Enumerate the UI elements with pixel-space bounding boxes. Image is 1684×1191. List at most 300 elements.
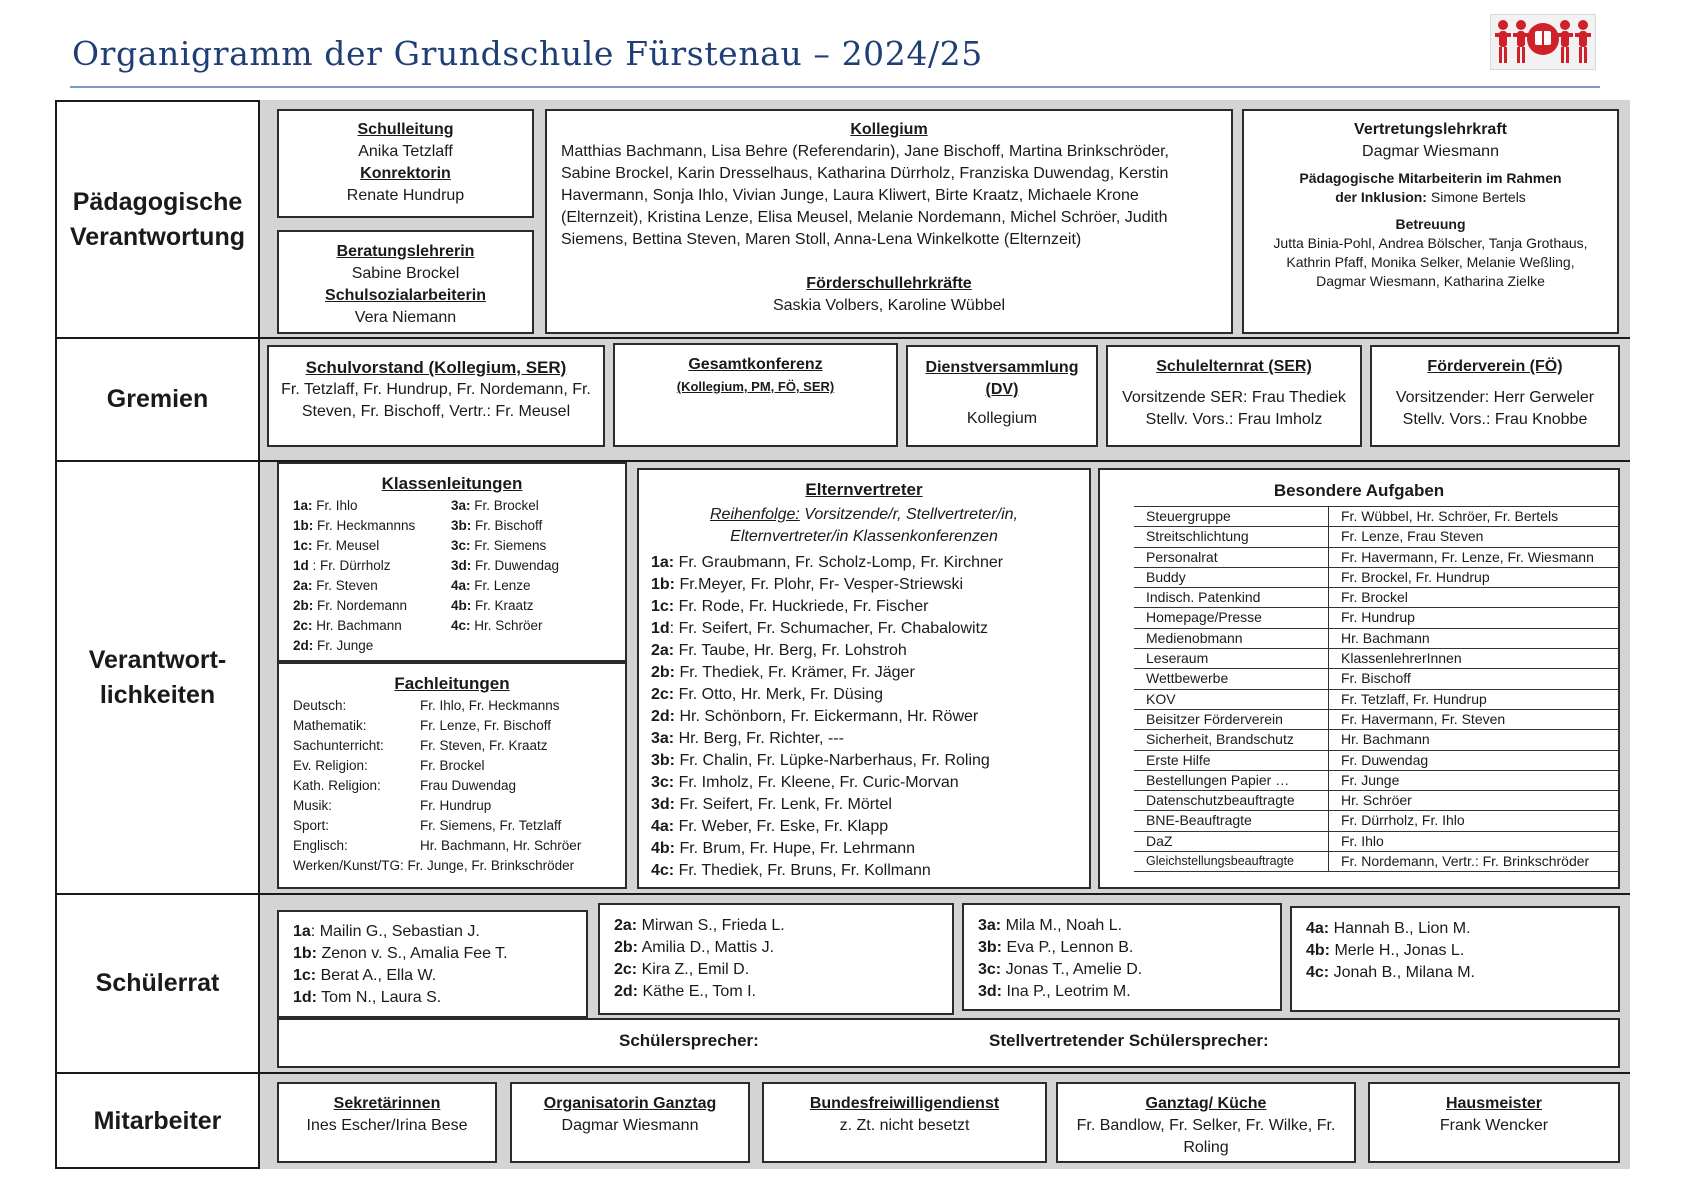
elternvertreter-item (651, 838, 1089, 860)
besondere-aufgabe-name: DaZ (1134, 831, 1329, 851)
klassenleitung-item-key: 3c: (451, 538, 471, 553)
elternvertreter-item-key: 1b: (651, 576, 675, 593)
vertretung-box (1242, 109, 1619, 334)
elternvertreter-item (651, 728, 1089, 750)
fachleitungen-heading: Fachleitungen (394, 674, 510, 693)
elternvertreter-item (651, 860, 1089, 882)
besondere-aufgabe-zustaendig: Hr. Schröer (1329, 791, 1620, 811)
schuelerrat-item (614, 937, 952, 959)
besondere-aufgabe-zustaendig: Fr. Bischoff (1329, 669, 1620, 689)
elternvertreter-item (651, 684, 1089, 706)
elternvertreter-item-value: Fr. Graubmann, Fr. Scholz-Lomp, Fr. Kirchner (674, 554, 1004, 571)
klassenleitung-item (451, 516, 559, 536)
klassenleitung-item (451, 616, 559, 636)
elternvertreter-note: Vorsitzende/r, Stellvertreter/in, (799, 506, 1018, 523)
elternvertreter-item-value: Hr. Schönborn, Fr. Eickermann, Hr. Röwer (675, 708, 979, 725)
besondere-aufgabe-name: Homepage/Presse (1134, 608, 1329, 628)
schuelerrat-item-value: Kira Z., Emil D. (637, 961, 750, 978)
klassenleitung-item-key: 1d (293, 558, 309, 573)
schulelternrat-stellv: Stellv. Vors.: Frau Imholz (1145, 411, 1323, 428)
beratungslehrerin-name: Sabine Brockel (351, 265, 460, 282)
schuelerrat-item-value: Jonas T., Amelie D. (1001, 961, 1143, 978)
besondere-aufgabe-name: Buddy (1134, 567, 1329, 587)
schuelerrat-item (978, 937, 1280, 959)
schuelerrat-item (1306, 940, 1618, 962)
schuelerrat-item (293, 921, 586, 943)
klassenleitung-item-key: 4a: (451, 578, 471, 593)
elternvertreter-item (651, 706, 1089, 728)
elternvertreter-item (651, 574, 1089, 596)
elternvertreter-item-value: Fr. Imholz, Fr. Kleene, Fr. Curic-Morvan (674, 774, 959, 791)
betreuung-text: Jutta Binia-Pohl, Andrea Bölscher, Tanja Grothaus, Kathrin Pfaff, Monika Selker, Melanie Weßling, Dagmar Wiesmann, Katharina Zielke (1273, 235, 1588, 289)
klassenleitung-item-value: Fr. Bischoff (471, 518, 543, 533)
besondere-aufgabe-name: Indisch. Patenkind (1134, 588, 1329, 608)
klassenleitung-item-value: Fr. Kraatz (471, 598, 534, 613)
besondere-aufgabe-name: KOV (1134, 689, 1329, 709)
klassenleitung-item (451, 536, 559, 556)
besondere-aufgabe-row (1134, 588, 1619, 608)
fachleitung-subject: Deutsch: (293, 698, 347, 713)
besondere-aufgabe-row (1134, 831, 1619, 851)
vertretungslehrkraft-name: Dagmar Wiesmann (1362, 143, 1499, 160)
elternvertreter-item-key: 1d (651, 620, 670, 637)
row-label-paedagogisch (57, 102, 258, 337)
schulelternrat-heading: Schulelternrat (SER) (1156, 358, 1312, 375)
elternvertreter-item-value: Fr. Weber, Fr. Eske, Fr. Klapp (674, 818, 889, 835)
schuelerrat-item-key: 2b: (614, 939, 638, 956)
schuelerrat-klasse4-box (1290, 906, 1620, 1012)
vertretungslehrkraft-heading: Vertretungslehrkraft (1354, 121, 1507, 138)
row-label-text: Mitarbeiter (93, 1107, 222, 1135)
row-label-mitarbeiter (57, 1074, 258, 1169)
fachleitungen-list (293, 696, 625, 856)
besondere-aufgabe-zustaendig: Fr. Wübbel, Hr. Schröer, Fr. Bertels (1329, 507, 1620, 527)
stellv-schuelersprecher-label: Stellvertretender Schülersprecher: (989, 1031, 1269, 1050)
elternvertreter-item-value: Fr. Thediek, Fr. Krämer, Fr. Jäger (675, 664, 915, 681)
schuelerrat-item (614, 981, 952, 1003)
elternvertreter-item-value: : Fr. Seifert, Fr. Schumacher, Fr. Chabalowitz (669, 620, 989, 637)
kollegium-box (545, 109, 1233, 334)
klassenleitung-item-key: 2a: (293, 578, 313, 593)
besondere-aufgabe-zustaendig: KlassenlehrerInnen (1329, 649, 1620, 669)
schuelerrat-item (293, 965, 586, 987)
besondere-aufgabe-zustaendig: Fr. Nordemann, Vertr.: Fr. Brinkschröder (1329, 852, 1620, 872)
schuelerrat-item-key: 3b: (978, 939, 1002, 956)
schuelersprecher-box (277, 1018, 1620, 1068)
besondere-aufgabe-zustaendig: Fr. Havermann, Fr. Lenze, Fr. Wiesmann (1329, 547, 1620, 567)
besondere-aufgabe-zustaendig: Fr. Junge (1329, 770, 1620, 790)
klassenleitung-item-value: Fr. Junge (313, 638, 374, 653)
ganztag-kueche-heading: Ganztag/ Küche (1145, 1095, 1267, 1112)
schuelerrat-item-key: 4c: (1306, 964, 1330, 981)
elternvertreter-item-key: 2b: (651, 664, 675, 681)
elternvertreter-item-value: Fr. Otto, Hr. Merk, Fr. Düsing (674, 686, 884, 703)
schuelerrat-item-value: Jonah B., Milana M. (1329, 964, 1475, 981)
besondere-aufgabe-name: Beisitzer Förderverein (1134, 709, 1329, 729)
besondere-aufgabe-name: Datenschutzbeauftragte (1134, 791, 1329, 811)
besondere-aufgaben-heading: Besondere Aufgaben (1273, 481, 1445, 500)
fachleitung-teachers: Fr. Lenze, Fr. Bischoff (420, 718, 552, 733)
besondere-aufgabe-zustaendig: Fr. Dürrholz, Fr. Ihlo (1329, 811, 1620, 831)
konrektorin-heading: Konrektorin (360, 165, 451, 182)
bundesfreiwilligendienst-heading: Bundesfreiwilligendienst (809, 1095, 1000, 1112)
elternvertreter-item-key: 3b: (651, 752, 675, 769)
fachleitung-teachers: Fr. Brockel (420, 758, 485, 773)
schuelerrat-item-key: 1a (293, 923, 311, 940)
organisatorin-ganztag-text: Dagmar Wiesmann (561, 1117, 699, 1134)
beratungslehrerin-heading: Beratungslehrerin (336, 243, 475, 260)
klassenleitung-item-value: Hr. Bachmann (312, 618, 402, 633)
elternvertreter-item-key: 2c: (651, 686, 675, 703)
konrektorin-name: Renate Hundrup (346, 187, 465, 204)
besondere-aufgabe-name: Steuergruppe (1134, 507, 1329, 527)
klassenleitung-item-key: 1b: (293, 518, 314, 533)
schuelerrat-item-key: 2d: (614, 983, 638, 1000)
elternvertreter-item-value: Fr. Brum, Fr. Hupe, Fr. Lehrmann (675, 840, 916, 857)
elternvertreter-item-value: Hr. Berg, Fr. Richter, --- (674, 730, 844, 747)
klassenleitung-item-key: 3a: (451, 498, 471, 513)
besondere-aufgabe-zustaendig: Hr. Bachmann (1329, 730, 1620, 750)
besondere-aufgabe-zustaendig: Fr. Brockel (1329, 588, 1620, 608)
besondere-aufgabe-row (1134, 811, 1619, 831)
klassenleitungen-heading: Klassenleitungen (381, 474, 523, 493)
fachleitung-item (293, 696, 625, 716)
fachleitung-teachers: Fr. Hundrup (420, 798, 492, 813)
besondere-aufgabe-row (1134, 730, 1619, 750)
schuelerrat-item-value: Amilia D., Mattis J. (638, 939, 775, 956)
schulelternrat-box (1106, 345, 1362, 447)
besondere-aufgabe-row (1134, 527, 1619, 547)
besondere-aufgabe-row (1134, 567, 1619, 587)
schuelerrat-item (1306, 918, 1618, 940)
foerderschullehrkraefte-text: Saskia Volbers, Karoline Wübbel (772, 297, 1006, 314)
fachleitung-item (293, 816, 625, 836)
besondere-aufgabe-name: Sicherheit, Brandschutz (1134, 730, 1329, 750)
klassenleitung-item (293, 636, 451, 656)
schuelerrat-item-key: 2a: (614, 917, 638, 934)
klassenleitungen-box (277, 462, 627, 662)
schuelerrat-item-value: Merle H., Jonas L. (1330, 942, 1465, 959)
schuelerrat-klasse4-list (1306, 918, 1618, 984)
fachleitung-teachers: Frau Duwendag (420, 778, 517, 793)
label-column-divider (258, 100, 260, 1169)
schuelerrat-item (614, 959, 952, 981)
elternvertreter-item-key: 3c: (651, 774, 675, 791)
schuelerrat-item-value: : Mailin G., Sebastian J. (310, 923, 480, 940)
kollegium-heading: Kollegium (850, 121, 928, 138)
schuelerrat-item-key: 1c: (293, 967, 317, 984)
klassenleitung-item-value: Hr. Schröer (470, 618, 543, 633)
klassenleitung-item-value: Fr. Siemens (470, 538, 547, 553)
klassenleitung-item (293, 496, 451, 516)
schuelerrat-item-value: Zenon v. S., Amalia Fee T. (317, 945, 508, 962)
elternvertreter-item-key: 1c: (651, 598, 675, 615)
fachleitung-subject: Sachunterricht: (293, 738, 384, 753)
gesamtkonferenz-box (613, 343, 898, 447)
klassenleitungen-left (293, 496, 451, 656)
elternvertreter-item-key: 4a: (651, 818, 675, 835)
klassenleitung-item-value: Fr. Meusel (312, 538, 380, 553)
sekretariat-text: Ines Escher/Irina Bese (306, 1117, 468, 1134)
fachleitungen-box (277, 662, 627, 889)
fachleitung-item (293, 716, 625, 736)
klassenleitung-item (293, 596, 451, 616)
schuelerrat-item (1306, 962, 1618, 984)
fachleitung-subject: Sport: (293, 818, 330, 833)
besondere-aufgabe-row (1134, 669, 1619, 689)
klassenleitung-item-value: : Fr. Dürrholz (308, 558, 391, 573)
fachleitung-item (293, 796, 625, 816)
schuelerrat-item-key: 3c: (978, 961, 1002, 978)
besondere-aufgabe-name: Medienobmann (1134, 628, 1329, 648)
school-logo-icon (1491, 15, 1595, 69)
schuelerrat-item-value: Berat A., Ella W. (316, 967, 437, 984)
besondere-aufgabe-row (1134, 547, 1619, 567)
fachleitung-item (293, 836, 625, 856)
elternvertreter-item-key: 4c: (651, 862, 675, 879)
fachleitung-subject: Musik: (293, 798, 333, 813)
elternvertreter-item-key: 2d: (651, 708, 675, 725)
schuelerrat-item-key: 3d: (978, 983, 1002, 1000)
row-label-verantwortlichkeiten (57, 462, 258, 893)
dienstversammlung-box (906, 345, 1098, 447)
klassenleitung-item-key: 3d: (451, 558, 472, 573)
elternvertreter-item-value: Fr. Chalin, Fr. Lüpke-Narberhaus, Fr. Roling (675, 752, 990, 769)
inklusion-name: Simone Bertels (1430, 189, 1526, 205)
klassenleitung-item-key: 3b: (451, 518, 472, 533)
klassenleitung-item (451, 556, 559, 576)
fachleitung-teachers: Hr. Bachmann, Hr. Schröer (420, 838, 582, 853)
elternvertreter-heading: Elternvertreter (805, 480, 923, 499)
klassenleitung-item-value: Fr. Steven (312, 578, 378, 593)
row-label-text: Pädagogische Verantwortung (69, 187, 245, 251)
besondere-aufgabe-zustaendig: Fr. Tetzlaff, Fr. Hundrup (1329, 689, 1620, 709)
elternvertreter-item (651, 618, 1089, 640)
gesamtkonferenz-heading: Gesamtkonferenz (688, 356, 823, 373)
elternvertreter-item-key: 4b: (651, 840, 675, 857)
elternvertreter-note: Elternvertreter/in Klassenkonferenzen (730, 528, 998, 545)
elternvertreter-item (651, 662, 1089, 684)
gesamtkonferenz-sub: (Kollegium, PM, FÖ, SER) (676, 379, 835, 394)
elternvertreter-item-key: 2a: (651, 642, 675, 659)
schuelerrat-item-key: 1d: (293, 989, 317, 1006)
page-title: Organigramm der Grundschule Fürstenau – 2024/25 (72, 34, 983, 73)
klassenleitung-item-value: Fr. Heckmannns (313, 518, 416, 533)
schulvorstand-heading: Schulvorstand (Kollegium, SER) (305, 358, 567, 377)
besondere-aufgabe-zustaendig: Fr. Brockel, Fr. Hundrup (1329, 567, 1620, 587)
schuelerrat-klasse3-list (978, 915, 1280, 1003)
row-divider (55, 893, 1630, 895)
schuelerrat-item-value: Tom N., Laura S. (317, 989, 442, 1006)
title-divider (70, 86, 1600, 88)
schulleitung-heading: Schulleitung (357, 121, 454, 138)
elternvertreter-item-value: Fr.Meyer, Fr. Plohr, Fr- Vesper-Striewski (675, 576, 964, 593)
klassenleitung-item (451, 496, 559, 516)
besondere-aufgabe-zustaendig: Fr. Hundrup (1329, 608, 1620, 628)
fachleitung-subject: Englisch: (293, 838, 348, 853)
fachleitung-item (293, 736, 625, 756)
besondere-aufgabe-name: Wettbewerbe (1134, 669, 1329, 689)
schuelerrat-item-key: 2c: (614, 961, 638, 978)
besondere-aufgabe-row (1134, 507, 1619, 527)
bundesfreiwilligendienst-box (762, 1082, 1047, 1163)
elternvertreter-item (651, 750, 1089, 772)
klassenleitung-item-value: Fr. Lenze (470, 578, 531, 593)
klassenleitung-item-value: Fr. Duwendag (471, 558, 560, 573)
fachleitung-subject: Mathematik: (293, 718, 367, 733)
schuelerrat-item-key: 4b: (1306, 942, 1330, 959)
besondere-aufgabe-name: Gleichstellungsbeauftragte (1134, 852, 1329, 872)
schuelerrat-klasse3-box (962, 903, 1282, 1011)
klassenleitungen-right (451, 496, 559, 656)
besondere-aufgabe-name: Bestellungen Papier … (1134, 770, 1329, 790)
elternvertreter-item-key: 3d: (651, 796, 675, 813)
foerderschullehrkraefte-heading: Förderschullehrkräfte (806, 275, 972, 292)
schuelerrat-klasse1-list (293, 921, 586, 1009)
besondere-aufgabe-zustaendig: Fr. Ihlo (1329, 831, 1620, 851)
sekretariat-box (277, 1082, 497, 1163)
klassenleitung-item (293, 576, 451, 596)
inklusion-label: der Inklusion: (1335, 189, 1427, 205)
row-label-schuelerrat (57, 895, 258, 1072)
besondere-aufgabe-zustaendig: Fr. Havermann, Fr. Steven (1329, 709, 1620, 729)
schuelerrat-klasse2-box (598, 903, 954, 1015)
elternvertreter-item-value: Fr. Seifert, Fr. Lenk, Fr. Mörtel (675, 796, 892, 813)
klassenleitung-item-value: Fr. Ihlo (312, 498, 358, 513)
besondere-aufgabe-name: Leseraum (1134, 649, 1329, 669)
sekretariat-heading: Sekretärinnen (333, 1095, 441, 1112)
schuelerrat-klasse1-box (277, 910, 588, 1018)
foerderverein-box (1370, 345, 1620, 447)
klassenleitung-item-key: 4b: (451, 598, 472, 613)
elternvertreter-note-prefix: Reihenfolge: (709, 506, 800, 523)
row-label-text: Schülerrat (95, 969, 220, 997)
elternvertreter-list (651, 552, 1089, 882)
fachleitung-teachers: Fr. Steven, Fr. Kraatz (420, 738, 548, 753)
elternvertreter-item (651, 772, 1089, 794)
klassenleitung-item (293, 556, 451, 576)
schuelerrat-item-key: 4a: (1306, 920, 1330, 937)
besondere-aufgaben-table (1134, 506, 1619, 872)
schuelerrat-item-key: 3a: (978, 917, 1002, 934)
besondere-aufgabe-zustaendig: Hr. Bachmann (1329, 628, 1620, 648)
besondere-aufgabe-row (1134, 852, 1619, 872)
hausmeister-heading: Hausmeister (1445, 1095, 1543, 1112)
hausmeister-text: Frank Wencker (1439, 1117, 1549, 1134)
schulleitung-name: Anika Tetzlaff (358, 143, 453, 160)
schulvorstand-text: Fr. Tetzlaff, Fr. Hundrup, Fr. Nordemann, Fr. Steven, Fr. Bischoff, Vertr.: Fr. Meusel (281, 381, 591, 420)
fachleitung-subject: Ev. Religion: (293, 758, 368, 773)
row-divider (55, 337, 1630, 339)
besondere-aufgabe-zustaendig: Fr. Duwendag (1329, 750, 1620, 770)
klassenleitung-item (293, 516, 451, 536)
dienstversammlung-heading: Dienstversammlung (DV) (925, 359, 1079, 398)
elternvertreter-item-value: Fr. Thediek, Fr. Bruns, Fr. Kollmann (674, 862, 931, 879)
schulsozialarbeiterin-heading: Schulsozialarbeiterin (325, 287, 486, 304)
besondere-aufgabe-row (1134, 770, 1619, 790)
row-label-text: lichkeiten (99, 680, 216, 709)
hausmeister-box (1368, 1082, 1620, 1163)
klassenleitung-item (293, 536, 451, 556)
bundesfreiwilligendienst-text: z. Zt. nicht besetzt (839, 1117, 970, 1134)
dienstversammlung-text: Kollegium (966, 410, 1038, 427)
foerderverein-vorsitz: Vorsitzender: Herr Gerweler (1395, 389, 1595, 406)
besondere-aufgabe-name: Erste Hilfe (1134, 750, 1329, 770)
elternvertreter-item-key: 3a: (651, 730, 675, 747)
foerderverein-heading: Förderverein (FÖ) (1427, 358, 1563, 375)
klassenleitung-item-key: 2c: (293, 618, 313, 633)
school-logo (1490, 14, 1596, 70)
besondere-aufgabe-row (1134, 791, 1619, 811)
elternvertreter-item (651, 816, 1089, 838)
row-label-text: Gremien (106, 385, 209, 413)
besondere-aufgabe-name: Personalrat (1134, 547, 1329, 567)
fachleitungen-werken: Werken/Kunst/TG: Fr. Junge, Fr. Brinkschröder (293, 858, 575, 873)
klassenleitung-item (451, 596, 559, 616)
schuelerrat-item (978, 981, 1280, 1003)
klassenleitung-item-key: 1a: (293, 498, 313, 513)
elternvertreter-item-value: Fr. Taube, Hr. Berg, Fr. Lohstroh (674, 642, 907, 659)
besondere-aufgabe-row (1134, 628, 1619, 648)
klassenleitung-item (293, 616, 451, 636)
besondere-aufgabe-zustaendig: Fr. Lenze, Frau Steven (1329, 527, 1620, 547)
klassenleitung-item-value: Fr. Nordemann (313, 598, 408, 613)
schuelerrat-item (293, 987, 586, 1009)
besondere-aufgaben-box (1098, 468, 1620, 889)
beratung-box (277, 230, 534, 334)
row-divider (55, 1072, 1630, 1074)
schuelersprecher-label: Schülersprecher: (619, 1031, 759, 1050)
fachleitung-item (293, 756, 625, 776)
fachleitung-teachers: Fr. Siemens, Fr. Tetzlaff (420, 818, 562, 833)
schuelerrat-item-value: Ina P., Leotrim M. (1002, 983, 1131, 1000)
schuelerrat-item (293, 943, 586, 965)
schuelerrat-item-value: Hannah B., Lion M. (1329, 920, 1471, 937)
inklusion-heading: Pädagogische Mitarbeiterin im Rahmen (1299, 170, 1562, 186)
klassenleitung-item (451, 576, 559, 596)
row-label-text: Verantwort- (88, 645, 227, 674)
schuelerrat-item-value: Mirwan S., Frieda L. (637, 917, 785, 934)
klassenleitung-item-key: 1c: (293, 538, 313, 553)
schuelerrat-item-value: Käthe E., Tom I. (638, 983, 756, 1000)
besondere-aufgabe-name: BNE-Beauftragte (1134, 811, 1329, 831)
schuelerrat-item-value: Eva P., Lennon B. (1002, 939, 1134, 956)
elternvertreter-item (651, 794, 1089, 816)
betreuung-heading: Betreuung (1395, 216, 1466, 232)
klassenleitung-item-key: 2b: (293, 598, 314, 613)
schuelerrat-item (978, 959, 1280, 981)
kollegium-text: Matthias Bachmann, Lisa Behre (Referendarin), Jane Bischoff, Martina Brinkschröder, Sabine Brockel, Karin Dresselhaus, Katharina Dürrholz, Franziska Duwendag, Kerstin Havermann, Sonja Ihlo, Vivian Junge, Laura Kliwert, Birte Kraatz, Michaele Krone (Elternzeit), Kristina Lenze, Elisa Meusel, Melanie Nordemann, Michel Schröer, Judith Siemens, Bettina Steven, Maren Stoll, Anna-Lena Winkelkotte (Elternzeit) (561, 143, 1169, 248)
row-label-gremien (57, 339, 258, 460)
schuelerrat-item (978, 915, 1280, 937)
elternvertreter-item (651, 640, 1089, 662)
klassenleitung-item-key: 4c: (451, 618, 471, 633)
schulleitung-box (277, 109, 534, 218)
ganztag-kueche-box (1056, 1082, 1356, 1163)
besondere-aufgabe-row (1134, 750, 1619, 770)
besondere-aufgabe-row (1134, 689, 1619, 709)
elternvertreter-item-key: 1a: (651, 554, 675, 571)
elternvertreter-item (651, 552, 1089, 574)
schulelternrat-vorsitz: Vorsitzende SER: Frau Thediek (1122, 389, 1346, 406)
besondere-aufgabe-row (1134, 709, 1619, 729)
schuelerrat-klasse2-list (614, 915, 952, 1003)
schulvorstand-box (267, 345, 605, 447)
schuelerrat-item (614, 915, 952, 937)
klassenleitung-item-key: 2d: (293, 638, 314, 653)
fachleitung-teachers: Fr. Ihlo, Fr. Heckmanns (420, 698, 560, 713)
ganztag-kueche-text: Fr. Bandlow, Fr. Selker, Fr. Wilke, Fr. Roling (1076, 1117, 1336, 1156)
